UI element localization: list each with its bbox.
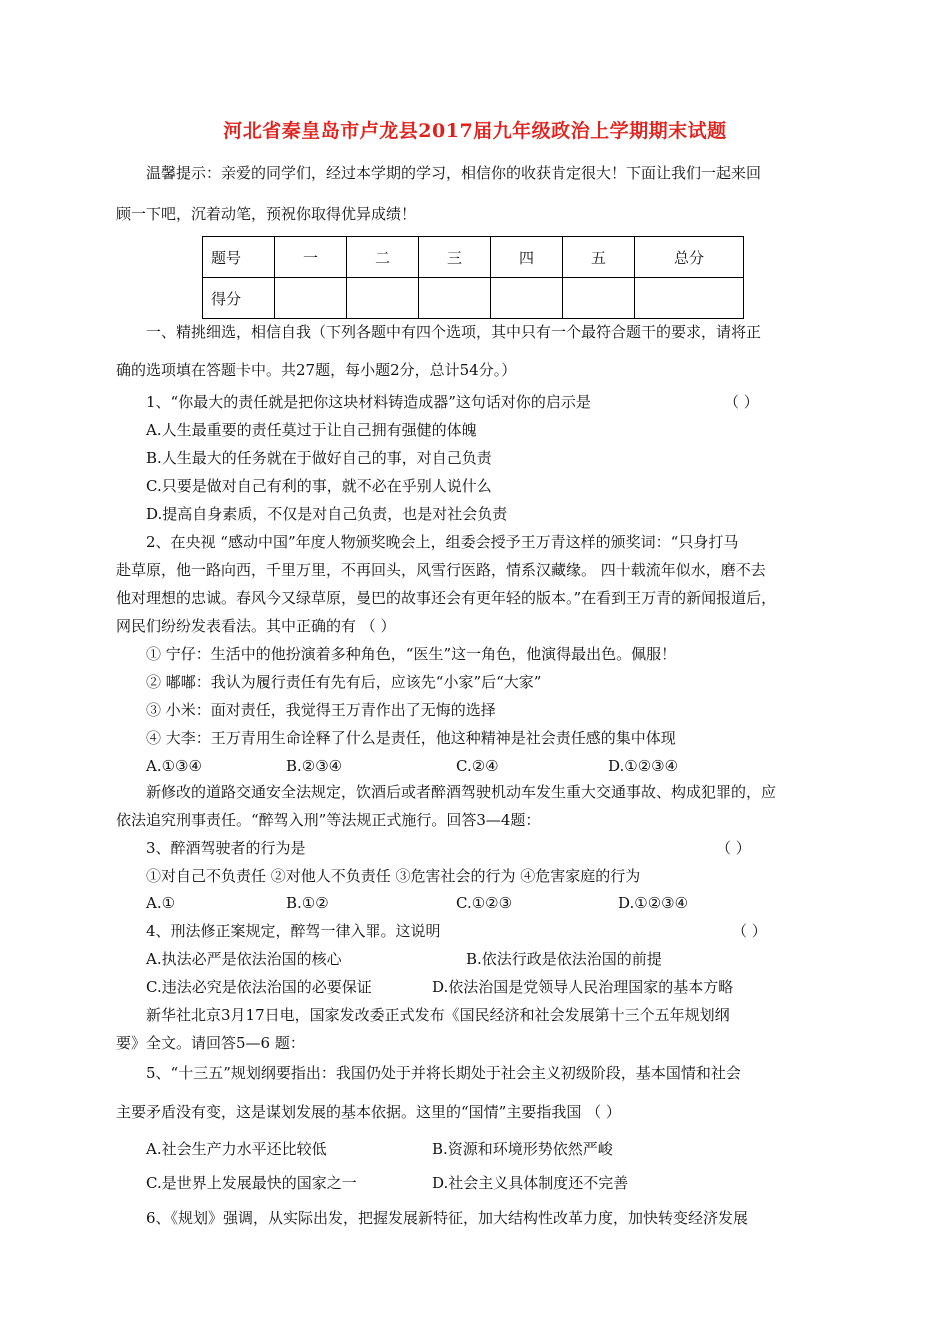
q2-option-c: C.②④ bbox=[456, 757, 499, 775]
q3-option-b: B.①② bbox=[286, 894, 329, 912]
score-entry-cell bbox=[419, 278, 491, 319]
q1-option-c: C.只要是做对自己有利的事，就不必在乎别人说什么 bbox=[146, 477, 492, 495]
q2-statement-2: ② 嘟嘟：我认为履行责任有先有后，应该先“小家”后“大家” bbox=[146, 673, 542, 691]
score-entry-cell bbox=[275, 278, 347, 319]
q5-option-b: B.资源和环境形势依然严峻 bbox=[432, 1140, 613, 1158]
score-table-cell: 得分 bbox=[203, 278, 275, 319]
q6-line-1: 6、《规划》强调，从实际出发，把握发展新特征，加大结构性改革力度，加快转变经济发展 bbox=[146, 1209, 749, 1227]
q1-option-d: D.提高自身素质，不仅是对自己负责，也是对社会负责 bbox=[146, 505, 508, 523]
q5-option-a: A.社会生产力水平还比较低 bbox=[146, 1140, 327, 1158]
q3-option-d: D.①②③④ bbox=[618, 894, 689, 912]
q1-stem: 1、“你最大的责任就是把你这块材料铸造成器”这句话对你的启示是 bbox=[146, 393, 591, 411]
q1-answer-paren: （ ） bbox=[724, 393, 759, 411]
q2-option-a: A.①③④ bbox=[146, 757, 202, 775]
q2-line-3: 他对理想的忠诚。春风今又绿草原，曼巴的故事还会有更年轻的版本。”在看到王万青的新闻报道后， bbox=[116, 589, 777, 607]
q3-option-c: C.①②③ bbox=[456, 894, 513, 912]
q4-option-a: A.执法必严是依法治国的核心 bbox=[146, 950, 342, 968]
score-table-cell: 题号 bbox=[203, 237, 275, 278]
q2-line-1: 2、在央视 “感动中国”年度人物颁奖晚会上，组委会授予王万青这样的颁奖词：“只身打马 bbox=[146, 533, 739, 551]
q2-line-2: 赴草原，他一路向西，千里万里，不再回头，风雪行医路，情系汉藏缘。 四十载流年似水，磨不去 bbox=[116, 561, 766, 579]
score-entry-cell bbox=[635, 278, 744, 319]
q3-items: ①对自己不负责任 ②对他人不负责任 ③危害社会的行为 ④危害家庭的行为 bbox=[146, 867, 641, 885]
material56-line-2: 要》全文。请回答5—6 题： bbox=[116, 1034, 305, 1052]
q2-option-d: D.①②③④ bbox=[608, 757, 679, 775]
material34-line-2: 依法追究刑事责任。“醉驾入刑”等法规正式施行。回答3—4题： bbox=[116, 811, 541, 829]
section1-line-2: 确的选项填在答题卡中。共27题，每小题2分，总计54分。） bbox=[116, 361, 517, 379]
q1-option-b: B.人生最大的任务就在于做好自己的事，对自己负责 bbox=[146, 449, 492, 467]
score-entry-cell bbox=[347, 278, 419, 319]
q4-stem: 4、刑法修正案规定，醉驾一律入罪。这说明 bbox=[146, 922, 441, 940]
q2-statement-3: ③ 小米：面对责任，我觉得王万青作出了无悔的选择 bbox=[146, 701, 496, 719]
score-table-cell: 五 bbox=[563, 237, 635, 278]
q3-stem: 3、醉酒驾驶者的行为是 bbox=[146, 839, 306, 857]
score-table bbox=[202, 236, 744, 319]
q4-option-d: D.依法治国是党领导人民治理国家的基本方略 bbox=[432, 978, 734, 996]
score-table-cell: 三 bbox=[419, 237, 491, 278]
score-table-cell: 总分 bbox=[635, 237, 744, 278]
material34-line-1: 新修改的道路交通安全法规定，饮酒后或者醉酒驾驶机动车发生重大交通事故、构成犯罪的，应 bbox=[146, 783, 777, 801]
exam-title: 河北省秦皇岛市卢龙县2017届九年级政治上学期期末试题 bbox=[223, 120, 727, 142]
score-table-header-row bbox=[203, 237, 744, 278]
score-table-cell: 一 bbox=[275, 237, 347, 278]
intro-line-1: 温馨提示：亲爱的同学们，经过本学期的学习，相信你的收获肯定很大！下面让我们一起来回 bbox=[146, 164, 762, 182]
q2-line-4: 网民们纷纷发表看法。其中正确的有 （ ） bbox=[116, 617, 396, 635]
q2-option-b: B.②③④ bbox=[286, 757, 343, 775]
q3-option-a: A.① bbox=[146, 894, 176, 912]
q5-option-c: C.是世界上发展最快的国家之一 bbox=[146, 1174, 357, 1192]
q4-option-c: C.违法必究是依法治国的必要保证 bbox=[146, 978, 372, 996]
material56-line-1: 新华社北京3月17日电，国家发改委正式发布《国民经济和社会发展第十三个五年规划纲 bbox=[146, 1006, 730, 1024]
section1-line-1: 一、精挑细选，相信自我（下列各题中有四个选项，其中只有一个最符合题干的要求，请将正 bbox=[146, 323, 762, 341]
score-entry-cell bbox=[563, 278, 635, 319]
score-table-score-row bbox=[203, 278, 744, 319]
q5-line-2: 主要矛盾没有变，这是谋划发展的基本依据。这里的“国情”主要指我国 （ ） bbox=[116, 1103, 621, 1121]
q2-statement-4: ④ 大李：王万青用生命诠释了什么是责任，他这种精神是社会责任感的集中体现 bbox=[146, 729, 676, 747]
score-table-cell: 四 bbox=[491, 237, 563, 278]
q5-line-1: 5、“十三五”规划纲要指出：我国仍处于并将长期处于社会主义初级阶段，基本国情和社会 bbox=[146, 1064, 741, 1082]
score-entry-cell bbox=[491, 278, 563, 319]
q4-answer-paren: （ ） bbox=[732, 922, 767, 940]
score-table-cell: 二 bbox=[347, 237, 419, 278]
q5-option-d: D.社会主义具体制度还不完善 bbox=[432, 1174, 629, 1192]
intro-line-2: 顾一下吧，沉着动笔，预祝你取得优异成绩！ bbox=[116, 205, 417, 223]
q2-statement-1: ① 宁仔：生活中的他扮演着多种角色，“医生”这一角色，他演得最出色。佩服！ bbox=[146, 645, 677, 663]
q1-option-a: A.人生最重要的责任莫过于让自己拥有强健的体魄 bbox=[146, 421, 477, 439]
q3-answer-paren: （ ） bbox=[716, 839, 751, 857]
q4-option-b: B.依法行政是依法治国的前提 bbox=[466, 950, 662, 968]
